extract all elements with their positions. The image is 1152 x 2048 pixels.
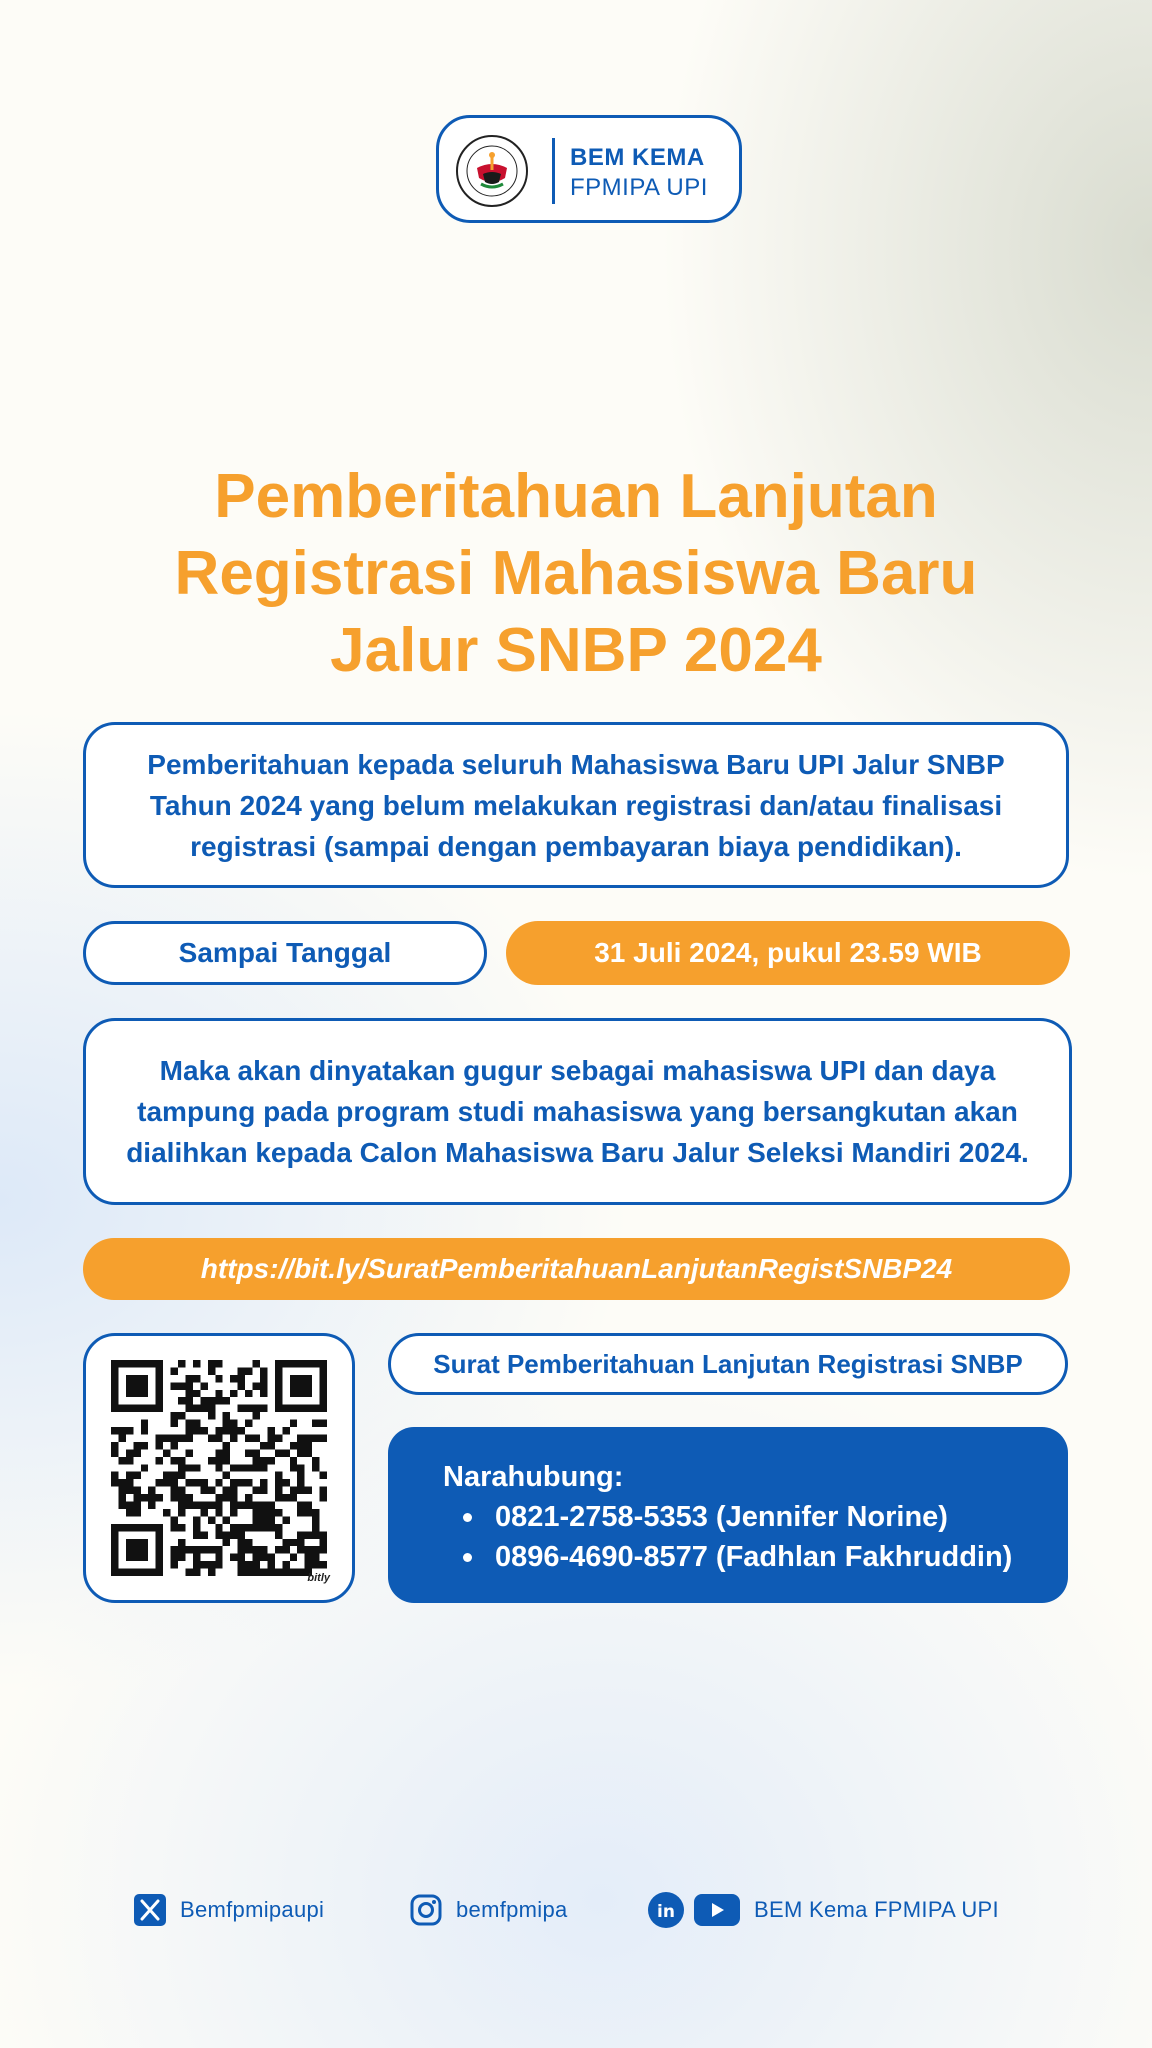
deadline-label (83, 921, 487, 985)
warning-text: Maka akan dinyatakan gugur sebagai mahasiswa UPI dan daya tampung pada program studi mahasiswa yang bersangkutan akan dialihkan kepada Calon Mahasiswa Baru Jalur Seleksi Mandiri 2024. (126, 1055, 1029, 1168)
footer-instagram[interactable] (410, 1890, 568, 1930)
notice-text: Pemberitahuan kepada seluruh Mahasiswa Baru UPI Jalur SNBP Tahun 2024 yang belum melakukan registrasi dan/atau finalisasi registrasi (sampai dengan pembayaran biaya pendidikan). (147, 748, 1005, 862)
warning-box (83, 1018, 1072, 1205)
youtube-icon[interactable] (694, 1894, 740, 1926)
title-line1: Pemberitahuan Lanjutan (214, 462, 938, 531)
logo-line1: BEM KEMA (570, 144, 705, 171)
contact-list (443, 1497, 1068, 1577)
x-handle[interactable]: Bemfpmipaupi (180, 1897, 325, 1922)
organization-logo (436, 115, 742, 223)
title-line2: Registrasi Mahasiswa Baru (174, 539, 978, 608)
page-title (60, 458, 1092, 689)
qr-code-icon[interactable] (111, 1360, 327, 1576)
contact-item[interactable]: 0821-2758-5353 (Jennifer Norine) (443, 1497, 1068, 1537)
instagram-icon[interactable] (410, 1894, 442, 1926)
qr-brand: bitly (307, 1572, 330, 1584)
title-line3: Jalur SNBP 2024 (330, 616, 822, 685)
x-twitter-icon[interactable] (134, 1894, 166, 1926)
qr-code-box[interactable] (83, 1333, 355, 1603)
registration-link[interactable] (83, 1238, 1070, 1300)
document-label-text: Surat Pemberitahuan Lanjutan Registrasi SNBP (433, 1348, 1023, 1379)
contact-box (388, 1427, 1068, 1603)
deadline-value-text: 31 Juli 2024, pukul 23.59 WIB (594, 937, 982, 968)
notice-box (83, 722, 1069, 888)
deadline-value (506, 921, 1070, 985)
logo-divider (552, 138, 555, 204)
footer-linkedin-youtube[interactable] (648, 1890, 999, 1930)
registration-link-text[interactable]: https://bit.ly/SuratPemberitahuanLanjutanRegistSNBP24 (200, 1253, 953, 1284)
document-label (388, 1333, 1068, 1395)
bem-kema-emblem-icon (455, 134, 529, 208)
linkedin-youtube-name[interactable]: BEM Kema FPMIPA UPI (754, 1897, 999, 1922)
contact-title: Narahubung: (443, 1461, 624, 1493)
deadline-label-text: Sampai Tanggal (178, 937, 392, 968)
linkedin-icon[interactable] (648, 1892, 684, 1928)
logo-line2: FPMIPA UPI (570, 174, 708, 201)
svg-text:in: in (657, 1902, 675, 1922)
footer-x[interactable] (134, 1890, 324, 1930)
instagram-handle[interactable]: bemfpmipa (456, 1897, 568, 1922)
contact-item[interactable]: 0896-4690-8577 (Fadhlan Fakhruddin) (443, 1537, 1068, 1577)
